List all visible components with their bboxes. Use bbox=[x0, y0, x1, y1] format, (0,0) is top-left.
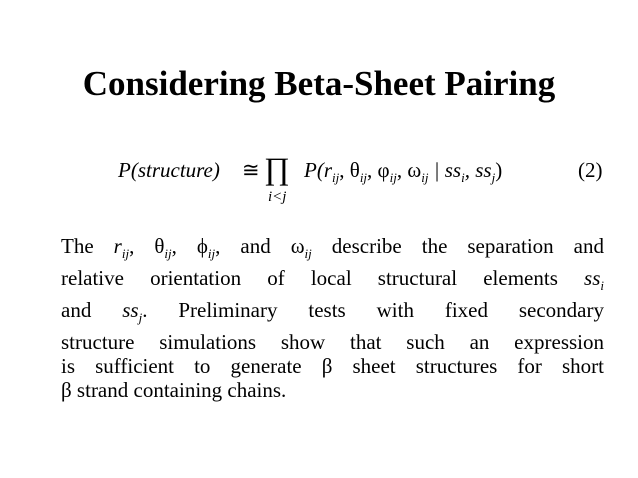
sub-ij: ij bbox=[304, 246, 312, 261]
equation-r: r bbox=[323, 158, 333, 182]
symbol-ss: ss bbox=[122, 298, 139, 322]
paragraph-line-6: β strand containing chains. bbox=[61, 378, 287, 402]
equation-rhs-prefix: P( bbox=[304, 158, 324, 182]
sub-ij: ij bbox=[164, 246, 172, 261]
paragraph-line-3 bbox=[61, 298, 604, 330]
slide-title: Considering Beta-Sheet Pairing bbox=[82, 64, 556, 103]
symbol-ss: ss bbox=[584, 266, 601, 290]
equation-sub-ij-r: ij bbox=[332, 170, 340, 185]
paragraph-line-1 bbox=[61, 234, 604, 266]
symbol-phi: , ϕ bbox=[171, 234, 208, 258]
equation-theta: , θ bbox=[339, 158, 360, 182]
sub-ij: ij bbox=[207, 246, 216, 261]
body-paragraph bbox=[61, 234, 604, 402]
equation-omega: , ω bbox=[396, 158, 422, 182]
equation-sub-j: j bbox=[491, 170, 496, 185]
equation-lhs: P(structure) bbox=[118, 158, 220, 182]
symbol-omega: , and ω bbox=[215, 234, 305, 258]
text: and bbox=[61, 298, 123, 322]
text: relative orientation of local structural elements bbox=[61, 266, 585, 290]
paragraph-line-2 bbox=[61, 266, 604, 298]
sub-i: i bbox=[600, 278, 604, 293]
text: The bbox=[61, 234, 114, 258]
symbol-theta: , θ bbox=[129, 234, 165, 258]
sub-j: j bbox=[138, 310, 143, 325]
equation-close: ) bbox=[495, 158, 503, 182]
equation-product-symbol: ∏ bbox=[264, 151, 290, 186]
equation-product-subscript: i<j bbox=[268, 189, 287, 205]
equation-sub-i: i bbox=[461, 170, 465, 185]
paragraph-line-4: structure simulations show that such an expression bbox=[61, 330, 604, 354]
equation-approx-symbol: ≅ bbox=[242, 158, 260, 182]
equation-phi: , φ bbox=[367, 158, 390, 182]
equation-sep-ss: , ss bbox=[464, 158, 492, 182]
text: . Preliminary tests with fixed secondary bbox=[142, 298, 604, 322]
equation-rhs bbox=[304, 158, 502, 186]
equation-bar-ss: | ss bbox=[428, 158, 462, 182]
sub-ij: ij bbox=[121, 246, 130, 261]
equation bbox=[118, 151, 608, 218]
paragraph-line-5: is sufficient to generate β sheet structures for short bbox=[61, 354, 604, 378]
equation-sub-ij-theta: ij bbox=[359, 170, 368, 185]
text: describe the separation and bbox=[311, 234, 604, 258]
equation-sub-ij-phi: ij bbox=[389, 170, 397, 185]
equation-number: (2) bbox=[578, 158, 603, 182]
symbol-r: r bbox=[113, 234, 122, 258]
equation-sub-ij-omega: ij bbox=[421, 170, 429, 185]
